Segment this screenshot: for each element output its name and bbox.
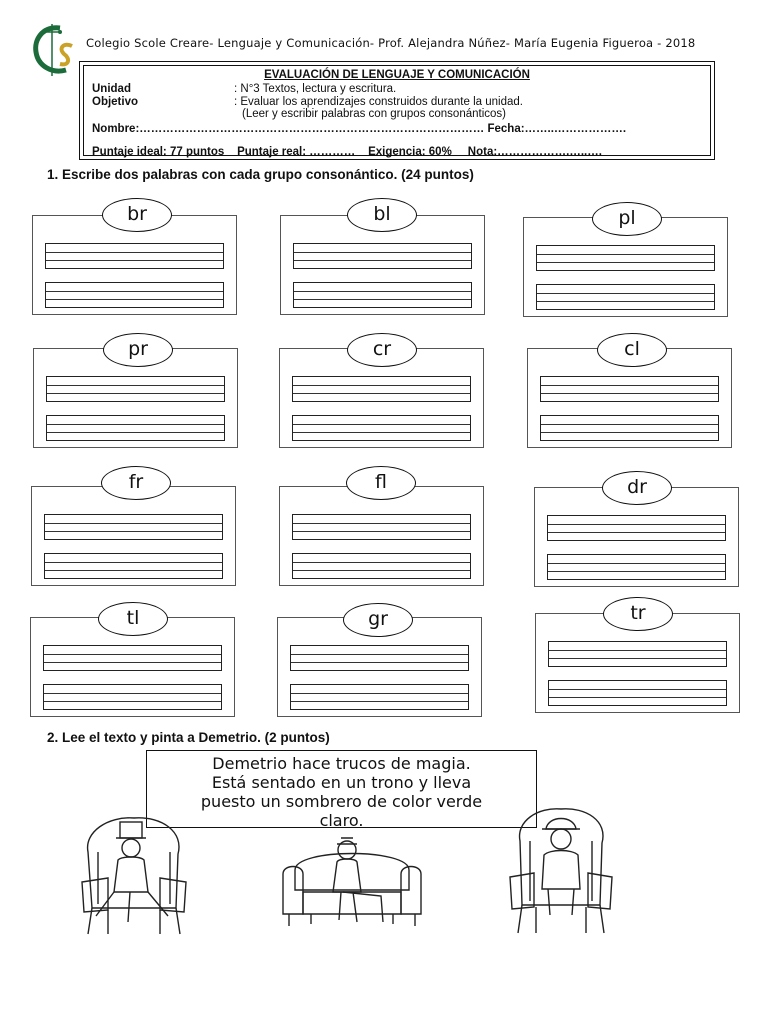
writing-lines-2[interactable] (540, 415, 719, 441)
consonant-group-label: cl (597, 333, 667, 367)
writing-lines-1[interactable] (292, 514, 471, 540)
writing-lines-1[interactable] (536, 245, 715, 271)
writing-lines-1[interactable] (547, 515, 726, 541)
objetivo-value: : Evaluar los aprendizajes construidos durante la unidad. (234, 96, 523, 108)
puntaje-real[interactable]: Puntaje real: ………… (237, 146, 356, 158)
writing-lines-1[interactable] (540, 376, 719, 402)
consonant-group-label: gr (343, 603, 413, 637)
consonant-box-fl (279, 486, 484, 586)
writing-lines-1[interactable] (43, 645, 222, 671)
consonant-group-label: pl (592, 202, 662, 236)
objetivo-row (92, 96, 523, 108)
writing-lines-2[interactable] (290, 684, 469, 710)
writing-lines-1[interactable] (293, 243, 472, 269)
story-text-box (146, 750, 537, 828)
writing-lines-2[interactable] (43, 684, 222, 710)
consonant-group-label: tl (98, 602, 168, 636)
story-line-3: puesto un sombrero de color verde (200, 792, 483, 811)
objetivo-value-2: (Leer y escribir palabras con grupos consonánticos) (242, 108, 506, 120)
writing-lines-2[interactable] (45, 282, 224, 308)
objetivo-label: Objetivo (92, 96, 139, 108)
score-row (92, 146, 602, 158)
puntaje-ideal: Puntaje ideal: 77 puntos (92, 146, 225, 158)
writing-lines-2[interactable] (292, 553, 471, 579)
writing-lines-2[interactable] (44, 553, 223, 579)
story-line-4: claro. (319, 811, 364, 830)
figure-boy-on-throne-with-cap[interactable] (506, 805, 616, 935)
unidad-value: : N°3 Textos, lectura y escritura. (234, 83, 397, 95)
writing-lines-2[interactable] (548, 680, 727, 706)
writing-lines-2[interactable] (292, 415, 471, 441)
writing-lines-1[interactable] (44, 514, 223, 540)
writing-lines-1[interactable] (292, 376, 471, 402)
consonant-group-label: bl (347, 198, 417, 232)
writing-lines-2[interactable] (46, 415, 225, 441)
consonant-group-label: pr (103, 333, 173, 367)
consonant-group-label: br (102, 198, 172, 232)
story-line-1: Demetrio hace trucos de magia. (212, 754, 471, 773)
consonant-group-label: tr (603, 597, 673, 631)
question-2: 2. Lee el texto y pinta a Demetrio. (2 puntos) (47, 730, 330, 745)
exigencia: Exigencia: 60% (368, 146, 452, 158)
nombre-fecha-line[interactable]: Nombre:……………………………………………………………………………… Fecha:……..………………. (92, 123, 627, 135)
writing-lines-1[interactable] (45, 243, 224, 269)
header-line: Colegio Scole Creare- Lenguaje y Comunicación- Prof. Alejandra Núñez- María Eugenia Figueroa - 2018 (86, 36, 696, 50)
consonant-group-label: dr (602, 471, 672, 505)
unidad-row (92, 83, 396, 95)
question-1: 1. Escribe dos palabras con cada grupo consonántico. (24 puntos) (47, 167, 474, 182)
consonant-box-fr (31, 486, 236, 586)
evaluation-title: EVALUACIÓN DE LENGUAJE Y COMUNICACIÓN (264, 69, 530, 81)
unidad-label: Unidad (92, 83, 131, 95)
nota[interactable]: Nota:……………….…..…. (467, 146, 602, 158)
writing-lines-2[interactable] (547, 554, 726, 580)
writing-lines-2[interactable] (293, 282, 472, 308)
consonant-group-label: fl (346, 466, 416, 500)
figure-boy-on-throne-with-top-hat[interactable] (78, 812, 190, 936)
figure-girl-on-sofa[interactable] (281, 830, 423, 930)
writing-lines-1[interactable] (290, 645, 469, 671)
consonant-group-label: cr (347, 333, 417, 367)
story-line-2: Está sentado en un trono y lleva (211, 773, 472, 792)
writing-lines-2[interactable] (536, 284, 715, 310)
school-logo (30, 22, 80, 78)
consonant-group-label: fr (101, 466, 171, 500)
writing-lines-1[interactable] (548, 641, 727, 667)
writing-lines-1[interactable] (46, 376, 225, 402)
evaluation-info-box (79, 61, 715, 160)
